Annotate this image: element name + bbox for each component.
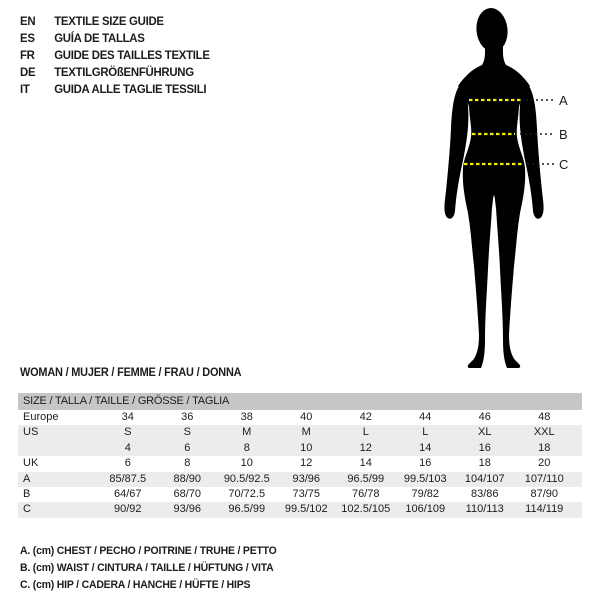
size-cell: 14	[359, 457, 372, 470]
row-label: Europe	[23, 411, 59, 423]
row-label: A	[23, 472, 31, 485]
table-row-uk	[18, 456, 582, 471]
legend-hip: C. (cm) HIP / CADERA / HANCHE / HÜFTE / HIPS	[20, 579, 251, 591]
size-cell: 99.5/102	[284, 503, 328, 516]
size-cell: 93/96	[173, 503, 202, 516]
size-cell: 79/82	[411, 487, 440, 500]
table-row-us-numeric	[18, 441, 582, 456]
size-cell: 96.5/99	[347, 472, 385, 485]
size-cell: 85/87.5	[109, 472, 147, 485]
marker-label-a: A	[559, 93, 568, 108]
size-cell: XXL	[533, 426, 555, 439]
size-cell: 18	[478, 457, 491, 470]
size-cell: 16	[478, 441, 491, 454]
section-title-woman: WOMAN / MUJER / FEMME / FRAU / DONNA	[20, 367, 242, 379]
size-cell: 83/86	[470, 487, 499, 500]
size-cell: 88/90	[173, 472, 202, 485]
lang-label: GUÍA DE TALLAS	[54, 31, 145, 45]
size-cell: 6	[184, 441, 191, 454]
size-cell: S	[124, 426, 132, 439]
size-cell: 42	[359, 411, 372, 423]
size-cell: S	[183, 426, 191, 439]
size-cell: 110/113	[465, 503, 504, 516]
lang-label: TEXTILE SIZE GUIDE	[54, 14, 164, 28]
size-table	[18, 393, 582, 518]
size-cell: 44	[419, 411, 432, 423]
size-cell: 48	[538, 411, 551, 423]
size-cell: 12	[300, 457, 313, 470]
size-cell: 4	[124, 441, 131, 454]
size-cell: 6	[124, 457, 131, 470]
legend-waist: B. (cm) WAIST / CINTURA / TAILLE / HÜFTUNG / VITA	[20, 562, 274, 574]
size-cell: 68/70	[173, 487, 202, 500]
measurement-legend	[20, 543, 290, 594]
size-cell: 8	[243, 441, 250, 454]
size-cell: 14	[419, 441, 432, 454]
size-cell: 20	[538, 457, 551, 470]
size-cell: 36	[181, 411, 194, 423]
silhouette-svg	[436, 3, 568, 371]
lang-row-es	[20, 30, 210, 47]
size-cell: M	[301, 426, 311, 439]
table-row-waist-b	[18, 487, 582, 502]
lang-label: TEXTILGRÖßENFÜHRUNG	[54, 65, 194, 79]
size-cell: 102.5/105	[341, 503, 391, 516]
size-cell: 90/92	[113, 503, 142, 516]
lang-row-en	[20, 13, 210, 30]
row-label: B	[23, 487, 31, 500]
size-cell: M	[242, 426, 252, 439]
size-cell: 40	[300, 411, 313, 423]
lang-code: IT	[20, 82, 30, 96]
size-cell: 8	[184, 457, 191, 470]
lang-code: ES	[20, 31, 35, 45]
silhouette-head	[474, 7, 509, 54]
size-cell: L	[422, 426, 429, 439]
size-cell: L	[362, 426, 369, 439]
marker-label-b: B	[559, 127, 568, 142]
silhouette-right-arm	[520, 83, 544, 219]
lang-code: DE	[20, 65, 36, 79]
size-cell: 12	[359, 441, 372, 454]
legend-chest: A. (cm) CHEST / PECHO / POITRINE / TRUHE / PETTO	[20, 545, 277, 557]
silhouette-body	[458, 47, 530, 368]
size-cell: 16	[419, 457, 432, 470]
size-cell: 96.5/99	[228, 503, 266, 516]
lang-label: GUIDA ALLE TAGLIE TESSILI	[54, 82, 207, 96]
table-row-europe	[18, 410, 582, 425]
size-cell: 87/90	[530, 487, 559, 500]
lang-code: FR	[20, 48, 35, 62]
size-cell: 104/107	[464, 472, 505, 485]
lang-row-fr	[20, 47, 210, 64]
size-cell: 76/78	[351, 487, 380, 500]
size-cell: 10	[300, 441, 313, 454]
size-cell: 114/119	[525, 503, 564, 516]
table-row-hip-c	[18, 502, 582, 517]
size-cell: 10	[240, 457, 253, 470]
size-cell: 34	[121, 411, 134, 423]
table-row-us-letter	[18, 425, 582, 440]
size-cell: 107/110	[524, 472, 564, 485]
size-cell: 73/75	[292, 487, 321, 500]
size-cell: 70/72.5	[228, 487, 266, 500]
size-cell: 38	[240, 411, 253, 423]
row-label: C	[23, 503, 31, 516]
size-cell: XL	[478, 426, 492, 439]
size-cell: 106/109	[405, 503, 446, 516]
silhouette-left-arm	[444, 83, 468, 219]
size-cell: 93/96	[292, 472, 321, 485]
woman-silhouette-figure	[436, 3, 568, 371]
table-row-chest-a	[18, 472, 582, 487]
size-table-header: SIZE / TALLA / TAILLE / GRÖSSE / TAGLIA	[18, 393, 582, 410]
row-label: UK	[23, 457, 39, 470]
size-cell: 18	[538, 441, 551, 454]
lang-label: GUIDE DES TAILLES TEXTILE	[54, 48, 210, 62]
size-cell: 64/67	[113, 487, 142, 500]
marker-label-c: C	[559, 157, 568, 172]
size-cell: 46	[478, 411, 491, 423]
row-label: US	[23, 426, 39, 439]
language-list	[20, 13, 220, 98]
size-cell: 90.5/92.5	[223, 472, 270, 485]
size-cell: 99.5/103	[403, 472, 447, 485]
lang-code: EN	[20, 14, 36, 28]
lang-row-it	[20, 81, 210, 98]
lang-row-de	[20, 64, 210, 81]
